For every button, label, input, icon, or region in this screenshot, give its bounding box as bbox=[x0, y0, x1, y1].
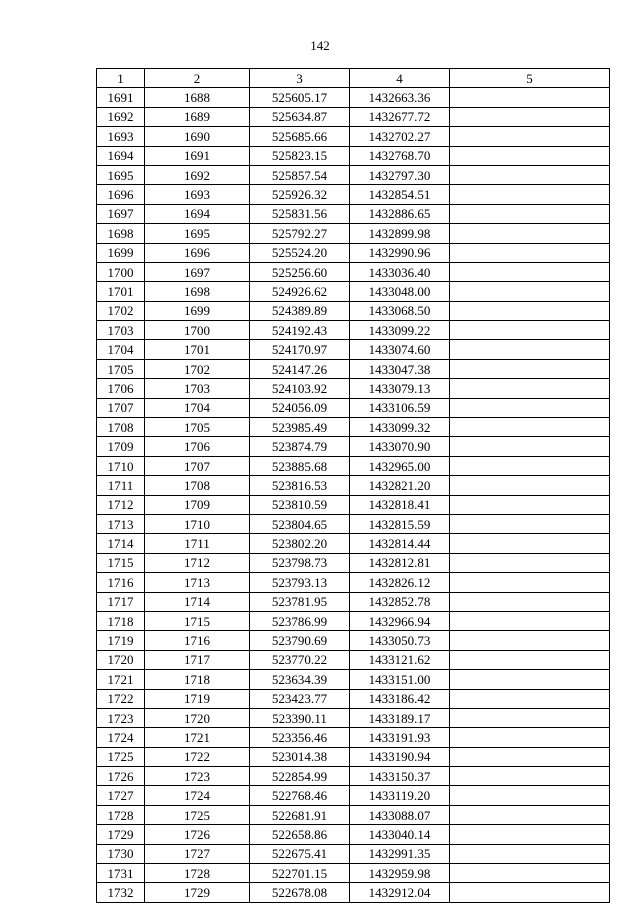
table-cell: 1688 bbox=[145, 88, 250, 107]
table-row bbox=[97, 146, 610, 165]
table-row bbox=[97, 631, 610, 650]
table-cell bbox=[450, 844, 610, 863]
column-header: 5 bbox=[450, 69, 610, 88]
table-row bbox=[97, 670, 610, 689]
table-cell: 1700 bbox=[145, 321, 250, 340]
table-cell: 525926.32 bbox=[250, 185, 350, 204]
table-cell bbox=[450, 359, 610, 378]
table-cell: 1432663.36 bbox=[350, 88, 450, 107]
table-cell: 1692 bbox=[145, 165, 250, 184]
table-cell bbox=[450, 340, 610, 359]
table-cell: 522678.08 bbox=[250, 883, 350, 902]
table-cell bbox=[450, 107, 610, 126]
table-row bbox=[97, 495, 610, 514]
table-cell: 1691 bbox=[97, 88, 145, 107]
table-row bbox=[97, 224, 610, 243]
table-row bbox=[97, 243, 610, 262]
table-cell: 1432702.27 bbox=[350, 127, 450, 146]
table-cell: 523014.38 bbox=[250, 747, 350, 766]
table-cell: 1432990.96 bbox=[350, 243, 450, 262]
table-cell: 1724 bbox=[145, 786, 250, 805]
table-cell bbox=[450, 243, 610, 262]
table-cell bbox=[450, 204, 610, 223]
table-row bbox=[97, 456, 610, 475]
table-cell: 1432826.12 bbox=[350, 573, 450, 592]
table-cell bbox=[450, 437, 610, 456]
table-cell: 1432852.78 bbox=[350, 592, 450, 611]
table-cell: 1433040.14 bbox=[350, 825, 450, 844]
table-cell bbox=[450, 708, 610, 727]
table-row bbox=[97, 204, 610, 223]
table-cell bbox=[450, 592, 610, 611]
table-cell: 1706 bbox=[97, 379, 145, 398]
table-cell: 523781.95 bbox=[250, 592, 350, 611]
table-cell: 1433191.93 bbox=[350, 728, 450, 747]
column-header: 1 bbox=[97, 69, 145, 88]
table-cell: 1432768.70 bbox=[350, 146, 450, 165]
table-cell: 1432812.81 bbox=[350, 553, 450, 572]
table-cell: 1721 bbox=[97, 670, 145, 689]
table-cell: 525823.15 bbox=[250, 146, 350, 165]
table-row bbox=[97, 359, 610, 378]
table-cell bbox=[450, 786, 610, 805]
table-cell: 1719 bbox=[145, 689, 250, 708]
table-cell: 1704 bbox=[97, 340, 145, 359]
table-cell: 524170.97 bbox=[250, 340, 350, 359]
table-cell: 524192.43 bbox=[250, 321, 350, 340]
table-row bbox=[97, 321, 610, 340]
table-cell: 1696 bbox=[97, 185, 145, 204]
table-cell: 524389.89 bbox=[250, 301, 350, 320]
table-cell: 1727 bbox=[97, 786, 145, 805]
table-cell: 1718 bbox=[97, 611, 145, 630]
table-cell: 1693 bbox=[97, 127, 145, 146]
table-row bbox=[97, 553, 610, 572]
table-cell: 1726 bbox=[145, 825, 250, 844]
table-cell: 1432991.35 bbox=[350, 844, 450, 863]
table-cell: 1709 bbox=[97, 437, 145, 456]
table-cell: 1721 bbox=[145, 728, 250, 747]
table-cell: 1700 bbox=[97, 262, 145, 281]
table-cell: 1432797.30 bbox=[350, 165, 450, 184]
table-cell: 1710 bbox=[97, 456, 145, 475]
table-cell: 1701 bbox=[145, 340, 250, 359]
table-cell: 1709 bbox=[145, 495, 250, 514]
table-cell: 525634.87 bbox=[250, 107, 350, 126]
table-cell: 1696 bbox=[145, 243, 250, 262]
table-cell: 1432959.98 bbox=[350, 864, 450, 883]
table-cell bbox=[450, 398, 610, 417]
table-cell bbox=[450, 553, 610, 572]
table-cell: 1433186.42 bbox=[350, 689, 450, 708]
table-cell: 1432815.59 bbox=[350, 514, 450, 533]
table-cell bbox=[450, 262, 610, 281]
table-cell bbox=[450, 495, 610, 514]
table-row bbox=[97, 127, 610, 146]
table-cell: 1711 bbox=[97, 476, 145, 495]
table-cell: 1432854.51 bbox=[350, 185, 450, 204]
table-cell: 525256.60 bbox=[250, 262, 350, 281]
table-cell: 1699 bbox=[97, 243, 145, 262]
table-cell: 1720 bbox=[97, 650, 145, 669]
table-cell: 1432965.00 bbox=[350, 456, 450, 475]
table-row bbox=[97, 883, 610, 902]
table-cell: 1432966.94 bbox=[350, 611, 450, 630]
table-cell: 1705 bbox=[97, 359, 145, 378]
table-cell: 1432899.98 bbox=[350, 224, 450, 243]
table-cell bbox=[450, 650, 610, 669]
table-cell bbox=[450, 728, 610, 747]
table-cell: 523634.39 bbox=[250, 670, 350, 689]
table-cell bbox=[450, 534, 610, 553]
table-cell: 1695 bbox=[97, 165, 145, 184]
table-cell: 523804.65 bbox=[250, 514, 350, 533]
table-cell: 1727 bbox=[145, 844, 250, 863]
table-cell: 1433150.37 bbox=[350, 767, 450, 786]
table-row bbox=[97, 611, 610, 630]
table-cell: 523874.79 bbox=[250, 437, 350, 456]
table-row bbox=[97, 864, 610, 883]
table-row bbox=[97, 437, 610, 456]
table-cell: 1433088.07 bbox=[350, 805, 450, 824]
table-cell: 523802.20 bbox=[250, 534, 350, 553]
table-row bbox=[97, 476, 610, 495]
table-cell: 523786.99 bbox=[250, 611, 350, 630]
table-cell: 1710 bbox=[145, 514, 250, 533]
table-cell: 1723 bbox=[145, 767, 250, 786]
table-cell: 1694 bbox=[145, 204, 250, 223]
table-cell: 1433047.38 bbox=[350, 359, 450, 378]
table-cell bbox=[450, 88, 610, 107]
table-row bbox=[97, 398, 610, 417]
table-cell: 1725 bbox=[145, 805, 250, 824]
table-cell bbox=[450, 825, 610, 844]
table-cell: 522768.46 bbox=[250, 786, 350, 805]
table-row bbox=[97, 379, 610, 398]
table-cell: 1717 bbox=[97, 592, 145, 611]
table-row bbox=[97, 844, 610, 863]
table-cell: 1728 bbox=[145, 864, 250, 883]
table-cell bbox=[450, 805, 610, 824]
table-cell: 524103.92 bbox=[250, 379, 350, 398]
table-cell: 1720 bbox=[145, 708, 250, 727]
table-cell: 522658.86 bbox=[250, 825, 350, 844]
table-row bbox=[97, 340, 610, 359]
table-cell: 1726 bbox=[97, 767, 145, 786]
table-row bbox=[97, 418, 610, 437]
table-row bbox=[97, 767, 610, 786]
table-cell bbox=[450, 514, 610, 533]
table-cell: 525685.66 bbox=[250, 127, 350, 146]
table-row bbox=[97, 262, 610, 281]
table-cell: 523816.53 bbox=[250, 476, 350, 495]
table-cell: 522675.41 bbox=[250, 844, 350, 863]
table-cell: 1692 bbox=[97, 107, 145, 126]
table-row bbox=[97, 107, 610, 126]
table-row bbox=[97, 88, 610, 107]
table-cell bbox=[450, 301, 610, 320]
table-cell: 1433121.62 bbox=[350, 650, 450, 669]
table-cell: 1691 bbox=[145, 146, 250, 165]
table-cell: 523885.68 bbox=[250, 456, 350, 475]
table-cell: 1432818.41 bbox=[350, 495, 450, 514]
table-cell: 1722 bbox=[97, 689, 145, 708]
table-cell bbox=[450, 321, 610, 340]
table-cell: 1711 bbox=[145, 534, 250, 553]
table-cell: 1433099.32 bbox=[350, 418, 450, 437]
table-cell bbox=[450, 379, 610, 398]
table-cell: 1432912.04 bbox=[350, 883, 450, 902]
table-cell: 1729 bbox=[97, 825, 145, 844]
table-cell: 1433070.90 bbox=[350, 437, 450, 456]
table-cell: 523985.49 bbox=[250, 418, 350, 437]
table-row bbox=[97, 689, 610, 708]
table-cell bbox=[450, 165, 610, 184]
table-cell: 1732 bbox=[97, 883, 145, 902]
column-header: 4 bbox=[350, 69, 450, 88]
table-cell: 523798.73 bbox=[250, 553, 350, 572]
table-cell: 1718 bbox=[145, 670, 250, 689]
table-cell: 1433151.00 bbox=[350, 670, 450, 689]
page-number: 142 bbox=[310, 38, 330, 53]
table-cell bbox=[450, 864, 610, 883]
column-header: 2 bbox=[145, 69, 250, 88]
table-cell: 1432821.20 bbox=[350, 476, 450, 495]
table-cell: 1697 bbox=[145, 262, 250, 281]
table-cell: 1707 bbox=[145, 456, 250, 475]
table-cell bbox=[450, 689, 610, 708]
table-row bbox=[97, 514, 610, 533]
table-row bbox=[97, 786, 610, 805]
table-cell: 1695 bbox=[145, 224, 250, 243]
table-cell bbox=[450, 127, 610, 146]
table-row bbox=[97, 825, 610, 844]
table-cell: 1725 bbox=[97, 747, 145, 766]
table-cell: 1719 bbox=[97, 631, 145, 650]
table-cell: 1433119.20 bbox=[350, 786, 450, 805]
table-cell: 522854.99 bbox=[250, 767, 350, 786]
table-cell bbox=[450, 282, 610, 301]
table-cell: 1703 bbox=[145, 379, 250, 398]
table-cell: 1703 bbox=[97, 321, 145, 340]
table-cell bbox=[450, 611, 610, 630]
table-cell: 1712 bbox=[145, 553, 250, 572]
table-cell: 1690 bbox=[145, 127, 250, 146]
table-cell: 523790.69 bbox=[250, 631, 350, 650]
table-cell: 1713 bbox=[97, 514, 145, 533]
table-cell: 1433190.94 bbox=[350, 747, 450, 766]
table-cell: 1704 bbox=[145, 398, 250, 417]
table-cell: 1715 bbox=[145, 611, 250, 630]
table-cell: 1432677.72 bbox=[350, 107, 450, 126]
table-cell: 525831.56 bbox=[250, 204, 350, 223]
table-cell bbox=[450, 185, 610, 204]
table-row bbox=[97, 534, 610, 553]
table-cell: 1716 bbox=[145, 631, 250, 650]
table-cell: 523793.13 bbox=[250, 573, 350, 592]
table-row bbox=[97, 805, 610, 824]
table-row bbox=[97, 728, 610, 747]
table-cell: 1699 bbox=[145, 301, 250, 320]
table-cell: 524056.09 bbox=[250, 398, 350, 417]
table-cell bbox=[450, 883, 610, 902]
table-cell: 1705 bbox=[145, 418, 250, 437]
table-cell bbox=[450, 631, 610, 650]
table-cell: 1433189.17 bbox=[350, 708, 450, 727]
table-row bbox=[97, 185, 610, 204]
table-row bbox=[97, 650, 610, 669]
table-cell: 1708 bbox=[97, 418, 145, 437]
table-cell: 1707 bbox=[97, 398, 145, 417]
table-cell: 1714 bbox=[145, 592, 250, 611]
table-cell: 1722 bbox=[145, 747, 250, 766]
table-cell: 1689 bbox=[145, 107, 250, 126]
table-cell bbox=[450, 476, 610, 495]
table-cell: 1729 bbox=[145, 883, 250, 902]
table-cell bbox=[450, 418, 610, 437]
table-cell: 522701.15 bbox=[250, 864, 350, 883]
table-cell: 1432814.44 bbox=[350, 534, 450, 553]
table-row bbox=[97, 708, 610, 727]
table-cell: 1433048.00 bbox=[350, 282, 450, 301]
table-cell: 523356.46 bbox=[250, 728, 350, 747]
table-cell: 523770.22 bbox=[250, 650, 350, 669]
table-cell: 1723 bbox=[97, 708, 145, 727]
table-cell bbox=[450, 146, 610, 165]
table-cell: 1702 bbox=[145, 359, 250, 378]
table-cell bbox=[450, 670, 610, 689]
table-cell: 523810.59 bbox=[250, 495, 350, 514]
table-cell bbox=[450, 747, 610, 766]
table-row bbox=[97, 747, 610, 766]
table-cell: 1433074.60 bbox=[350, 340, 450, 359]
table-cell: 1698 bbox=[97, 224, 145, 243]
table-cell: 1712 bbox=[97, 495, 145, 514]
table-cell: 1698 bbox=[145, 282, 250, 301]
table-cell bbox=[450, 456, 610, 475]
table-cell bbox=[450, 224, 610, 243]
table-cell bbox=[450, 767, 610, 786]
table-cell: 525605.17 bbox=[250, 88, 350, 107]
column-header: 3 bbox=[250, 69, 350, 88]
table-cell: 1693 bbox=[145, 185, 250, 204]
table-cell: 1730 bbox=[97, 844, 145, 863]
table-cell bbox=[450, 573, 610, 592]
table-row bbox=[97, 165, 610, 184]
table-cell: 1433106.59 bbox=[350, 398, 450, 417]
table-cell: 1724 bbox=[97, 728, 145, 747]
coordinates-table bbox=[96, 68, 610, 903]
table-cell: 1702 bbox=[97, 301, 145, 320]
table-cell: 1708 bbox=[145, 476, 250, 495]
table-cell: 1706 bbox=[145, 437, 250, 456]
table-cell: 525857.54 bbox=[250, 165, 350, 184]
table-cell: 1433050.73 bbox=[350, 631, 450, 650]
table-cell: 1716 bbox=[97, 573, 145, 592]
table-cell: 524926.62 bbox=[250, 282, 350, 301]
table-cell: 1728 bbox=[97, 805, 145, 824]
table-cell: 1731 bbox=[97, 864, 145, 883]
table-body bbox=[97, 88, 610, 902]
table-row bbox=[97, 573, 610, 592]
table-row bbox=[97, 592, 610, 611]
table-cell: 1714 bbox=[97, 534, 145, 553]
table-cell: 523390.11 bbox=[250, 708, 350, 727]
table-cell: 1697 bbox=[97, 204, 145, 223]
table-cell: 1715 bbox=[97, 553, 145, 572]
table-row bbox=[97, 282, 610, 301]
table-cell: 523423.77 bbox=[250, 689, 350, 708]
table-cell: 1717 bbox=[145, 650, 250, 669]
table-cell: 1432886.65 bbox=[350, 204, 450, 223]
table-cell: 1433099.22 bbox=[350, 321, 450, 340]
table-cell: 1713 bbox=[145, 573, 250, 592]
table-cell: 1433068.50 bbox=[350, 301, 450, 320]
table-cell: 1694 bbox=[97, 146, 145, 165]
table-cell: 1433036.40 bbox=[350, 262, 450, 281]
table-row bbox=[97, 301, 610, 320]
table-cell: 525524.20 bbox=[250, 243, 350, 262]
table-cell: 1701 bbox=[97, 282, 145, 301]
table-cell: 1433079.13 bbox=[350, 379, 450, 398]
table-header-row bbox=[97, 69, 610, 88]
table-cell: 525792.27 bbox=[250, 224, 350, 243]
table-cell: 524147.26 bbox=[250, 359, 350, 378]
table-cell: 522681.91 bbox=[250, 805, 350, 824]
